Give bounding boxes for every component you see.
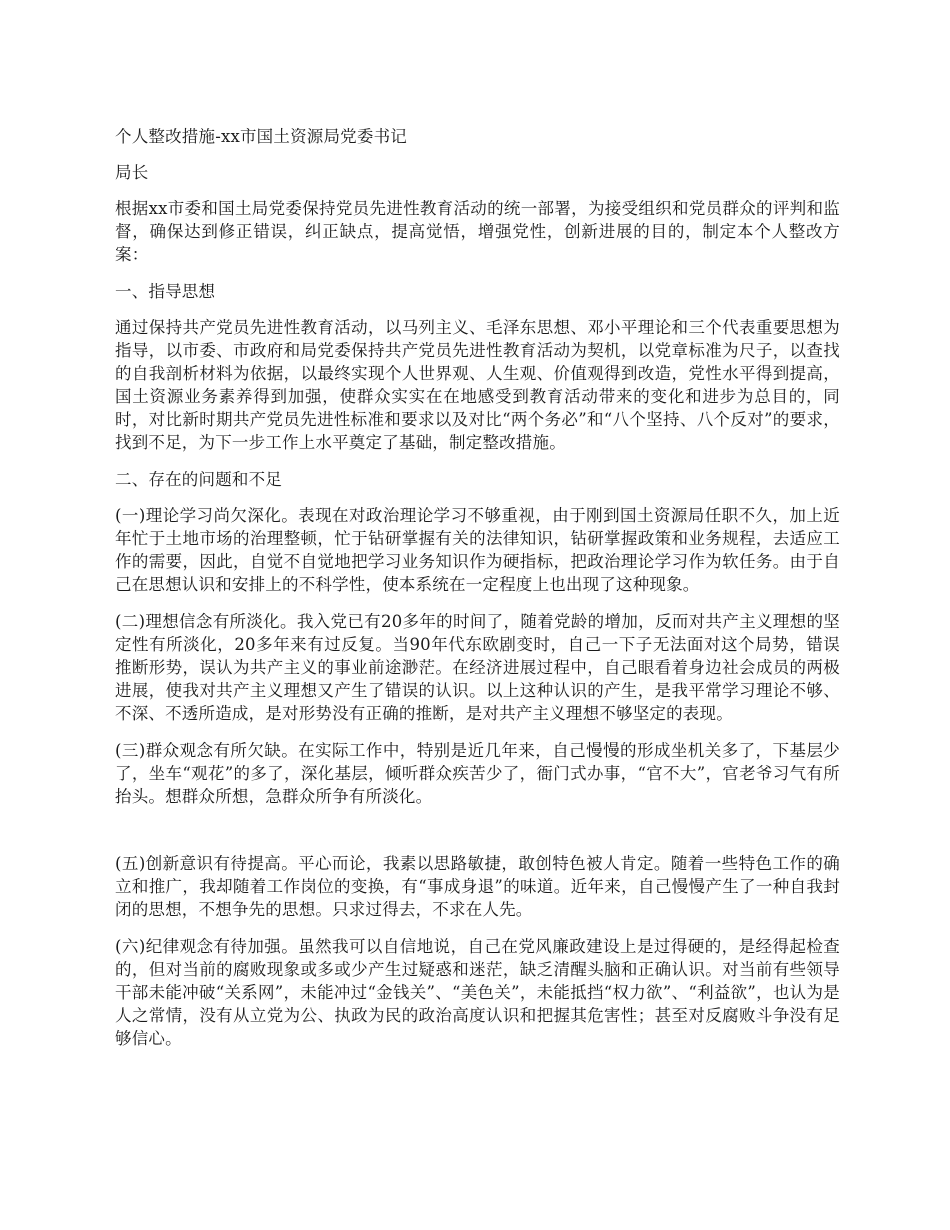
problem-paragraph-3: (三)群众观念有所欠缺。在实际工作中，特别是近几年来，自己慢慢的形成坐机关多了，下基层少了，坐车“观花”的多了，深化基层，倾听群众疾苦少了，衙门式办事，“官不大”，官老爷习气有所抬头。想群众所想，急群众所争有所淡化。 — [115, 741, 840, 806]
problem-paragraph-1: (一)理论学习尚欠深化。表现在对政治理论学习不够重视，由于刚到国土资源局任职不久，加上近年忙于土地市场的治理整顿，忙于钻研掌握有关的法律知识，钻研掌握政策和业务规程，去适应工作的需要，因此，自觉不自觉地把学习业务知识作为硬指标，把政治理论学习作为软任务。由于自己在思想认识和安排上的不科学性，使本系统在一定程度上也出现了这种现象。 — [115, 506, 840, 594]
document-page — [115, 125, 840, 1064]
document-title: 个人整改措施-xx市国土资源局党委书记 — [115, 127, 407, 146]
problem-paragraph-2: (二)理想信念有所淡化。我入党已有20多年的时间了，随着党龄的增加，反而对共产主义理想的坚定性有所淡化，20多年来有过反复。当90年代东欧剧变时，自己一下子无法面对这个局势，错误推断形势，误认为共产主义的事业前途渺茫。在经济进展过程中，自己眼看着身边社会成员的两极进展，使我对共产主义理想又产生了错误的认识。以上这种认识的产生，是我平常学习理论不够、不深、不透所造成，是对形势没有正确的推断，是对共产主义理想不够坚定的表现。 — [115, 612, 840, 723]
problem-paragraph-6: (六)纪律观念有待加强。虽然我可以自信地说，自己在党风廉政建设上是过得硬的，是经得起检查的，但对当前的腐败现象或多或少产生过疑惑和迷茫，缺乏清醒头脑和正确认识。对当前有些领导干部未能冲破“关系网”，未能冲过“金钱关”、“美色关”，未能抵挡“权力欲”、“利益欲”，也认为是人之常情，没有从立党为公、执政为民的政治高度认识和把握其危害性；甚至对反腐败斗争没有足够信心。 — [115, 937, 840, 1048]
blank-gap — [115, 822, 840, 852]
section-heading-problems: 二、存在的问题和不足 — [115, 470, 282, 489]
guiding-thought-paragraph: 通过保持共产党员先进性教育活动，以马列主义、毛泽东思想、邓小平理论和三个代表重要思想为指导，以市委、市政府和局党委保持共产党员先进性教育活动为契机，以党章标准为尺子，以查找的自我剖析材料为依据，以最终实现个人世界观、人生观、价值观得到改造，党性水平得到提高，国土资源业务素养得到加强，使群众实实在在地感受到教育活动带来的变化和进步为总目的，同时，对比新时期共产党员先进性标准和要求以及对比“两个务必”和“八个坚持、八个反对”的要求，找到不足，为下一步工作上水平奠定了基础，制定整改措施。 — [115, 318, 840, 452]
intro-paragraph: 根据xx市委和国土局党委保持党员先进性教育活动的统一部署，为接受组织和党员群众的评判和监督，确保达到修正错误，纠正缺点，提高觉悟，增强党性，创新进展的目的，制定本个人整改方案： — [115, 199, 840, 264]
section-heading-guiding-thought: 一、指导思想 — [115, 282, 216, 301]
problem-paragraph-5: (五)创新意识有待提高。平心而论，我素以思路敏捷，敢创特色被人肯定。随着一些特色工作的确立和推广，我却随着工作岗位的变换，有“事成身退”的味道。近年来，自己慢慢产生了一种自我封闭的思想，不想争先的思想。只求过得去，不求在人先。 — [115, 854, 840, 919]
document-subtitle: 局长 — [115, 163, 149, 182]
